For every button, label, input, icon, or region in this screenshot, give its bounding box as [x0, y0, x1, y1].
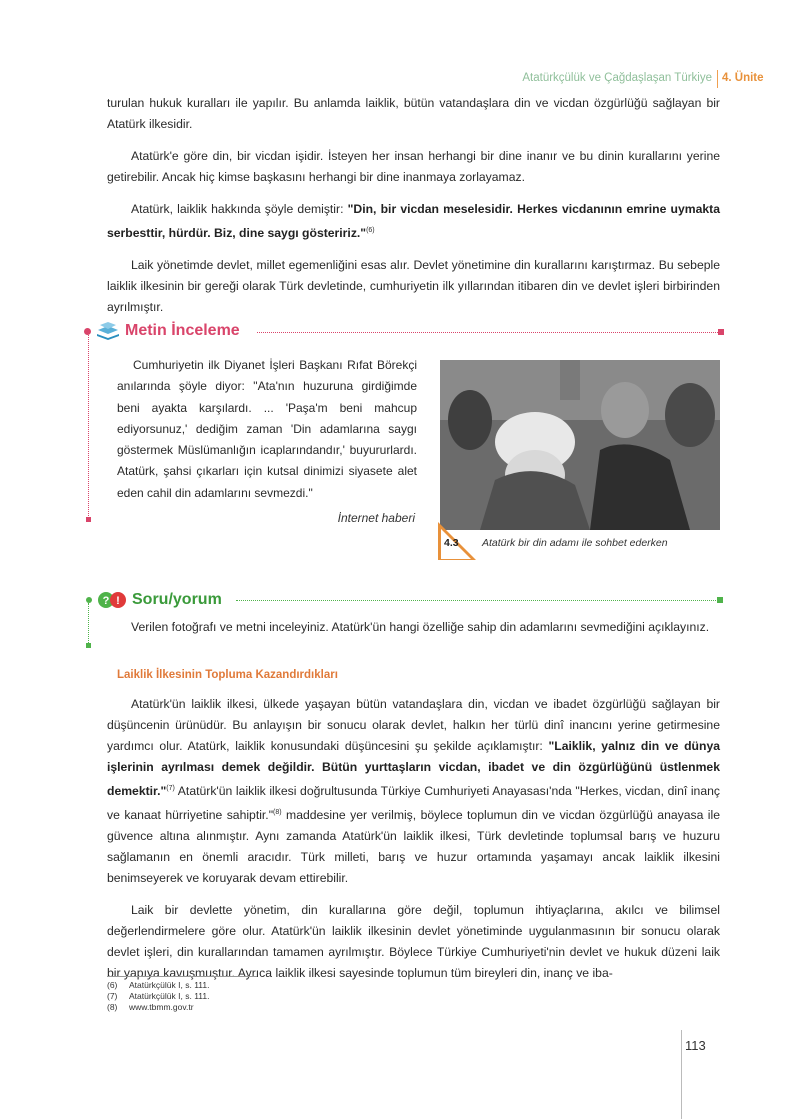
- soru-end-dot: [717, 597, 723, 603]
- question-bubble-icon: [97, 591, 127, 609]
- paragraph-6: Laik bir devlette yönetim, din kurallarına göre değil, toplumun ihtiyaçlarına, akılcı ve bilimsel değerlendirmelere göre olur. Atatürk'ün laiklik ilkesinin devlet yönetiminde uygulanmasının bir sonucu olarak devlet işleri, din kurallarından tamamen ayrılmıştır. Böylece Türkiye Cumhuriyeti'nin devlet ve hukuk düzeni laik bir yapıya kavuşmuştur. Ayrıca laiklik ilkesi sayesinde toplumun tüm bireyleri din, inanç ve iba-: [107, 903, 720, 981]
- para5-post: maddesine yer verilmiş, böylece toplumun din ve vicdan özgürlüğü anayasa ile güvence altına alınmıştır. Aynı zamanda Atatürk'ün laiklik ilkesi, Türk devletinde toplumsal barış ve huzuru sağlamanın en önemli aracıdır. Türk milleti, barış ve huzur ortamında yaşamayı ancak laiklik ilkesini benimseyerek ve koruyarak devam ettirebilir.: [107, 808, 721, 886]
- footnote-ref-8: (8): [273, 809, 282, 817]
- para5-mid: Atatürk'ün laiklik ilkesi doğrultusunda Türkiye Cumhuriyeti Anayasası'nda "Herkes, vicdan, dinî inanç ve kanaat hürriyetine sahiptir.": [107, 784, 720, 823]
- footnote-ref-6: (6): [366, 227, 375, 234]
- para3-quote: "Din, bir vicdan meselesidir. Herkes vicdanının emrine uymakta serbesttir, hürdür. Biz, dine saygı gösteririz.": [107, 202, 720, 241]
- metin-bottom-dot: [86, 517, 91, 522]
- metin-top-border: [257, 332, 722, 333]
- header-separator: [717, 70, 718, 88]
- metin-title: Metin İnceleme: [125, 322, 240, 339]
- para5-quote: "Laiklik, yalnız din ve dünya işlerinin ayrılması demek değildir. Bütün yurttaşların vicdan, ibadet ve din özgürlüğünü üstlenmek demektir.": [107, 739, 720, 799]
- svg-text:?: ?: [102, 595, 110, 607]
- paragraph-4: Laik yönetimde devlet, millet egemenliğini esas alır. Devlet yönetimine din kurallarını karıştırmaz. Bu sebeple laiklik ilkesinin bir gereği olarak Türk devletinde, cumhuriyetin ilk yıllarından itibaren din ve devlet işleri birbirinden ayrılmıştır.: [107, 258, 720, 315]
- footnotes: [107, 980, 209, 1013]
- quote-source: İnternet haberi: [337, 511, 415, 525]
- paragraph-5: [107, 694, 720, 889]
- figure-caption: Atatürk bir din adamı ile sohbet ederken: [482, 537, 668, 549]
- header-title: Atatürkçülük ve Çağdaşlaşan Türkiye: [522, 72, 712, 84]
- metin-end-dot: [718, 329, 724, 335]
- metin-quote: [117, 355, 417, 504]
- footnote-7: [107, 991, 209, 1002]
- figure-number: 4.3: [444, 537, 459, 549]
- body-top: [107, 93, 720, 329]
- soru-top-border: [236, 600, 720, 601]
- subheading: Laiklik İlkesinin Topluma Kazandırdıkları: [117, 669, 338, 681]
- soru-text: Verilen fotoğrafı ve metni inceleyiniz. Atatürk'ün hangi özelliğe sahip din adamlarını sevmediğini açıklayınız.: [131, 620, 710, 634]
- footnote-ref-7: (7): [166, 785, 175, 792]
- soru-corner-dot: [86, 597, 92, 603]
- book-icon: [95, 322, 121, 340]
- metin-left-border: [88, 332, 89, 520]
- page-number: 113: [685, 1038, 706, 1053]
- header-unit: 4. Ünite: [722, 72, 764, 84]
- svg-text:!: !: [116, 595, 120, 607]
- page-number-rule: [681, 1030, 682, 1119]
- metin-corner-dot: [84, 328, 91, 335]
- body-bottom: [107, 694, 720, 995]
- paragraph-2: Atatürk'e göre din, bir vicdan işidir. İsteyen her insan herhangi bir dine inanır ve bu dinin kurallarını yerine getirebilir. Ancak hiç kimse başkasını herhangi bir dine inanmaya zorlayamaz.: [107, 149, 720, 184]
- fn-num: (6): [107, 980, 118, 990]
- fn-text: Atatürkçülük I, s. 111.: [129, 980, 210, 990]
- footnote-8: [107, 1002, 209, 1013]
- footnote-rule: [107, 976, 257, 977]
- soru-bottom-dot: [86, 643, 91, 648]
- soru-body: [107, 617, 720, 649]
- fn-text: www.tbmm.gov.tr: [129, 1002, 194, 1012]
- fn-text: Atatürkçülük I, s. 111.: [129, 991, 210, 1001]
- soru-left-border: [88, 603, 89, 645]
- photo-ataturk: [440, 360, 720, 530]
- para5-text: Atatürk'ün laiklik ilkesi, ülkede yaşayan bütün vatandaşlara din, vicdan ve ibadet özgürlüğü sağlayan bir düşüncenin ürünüdür. Bu anlayışın bir sonucu olarak devlet, halkın her türlü dinî inancını yerine getirmesine yardımcı olur. Atatürk, laiklik konusundaki düşüncesini şu şekilde açıklamıştır:: [107, 697, 720, 753]
- page-header: [0, 70, 800, 90]
- soru-title: Soru/yorum: [132, 591, 222, 608]
- paragraph-1: turulan hukuk kuralları ile yapılır. Bu anlamda laiklik, bütün vatandaşlara din ve vicdan özgürlüğü sağlayan bir Atatürk ilkesidir.: [107, 96, 720, 131]
- fn-num: (8): [107, 1002, 118, 1012]
- fn-num: (7): [107, 991, 118, 1001]
- footnote-6: [107, 980, 209, 991]
- para3-text: Atatürk, laiklik hakkında şöyle demiştir:: [131, 202, 348, 216]
- paragraph-3: [107, 199, 720, 244]
- quote-text: Cumhuriyetin ilk Diyanet İşleri Başkanı Rıfat Börekçi anılarında şöyle diyor: "Ata'nın huzuruna girdiğimde beni ayakta karşılardı. ... 'Paşa'm beni mahcup ediyorsunuz,' dediğim zaman 'Din adamlarına saygı göstermek Müslümanlığın icaplarındandır,' buyururlardı. Atatürk, şahsi çıkarları için kutsal dinimizi siyasete alet eden cahil din adamlarını sevmezdi.": [117, 358, 417, 500]
